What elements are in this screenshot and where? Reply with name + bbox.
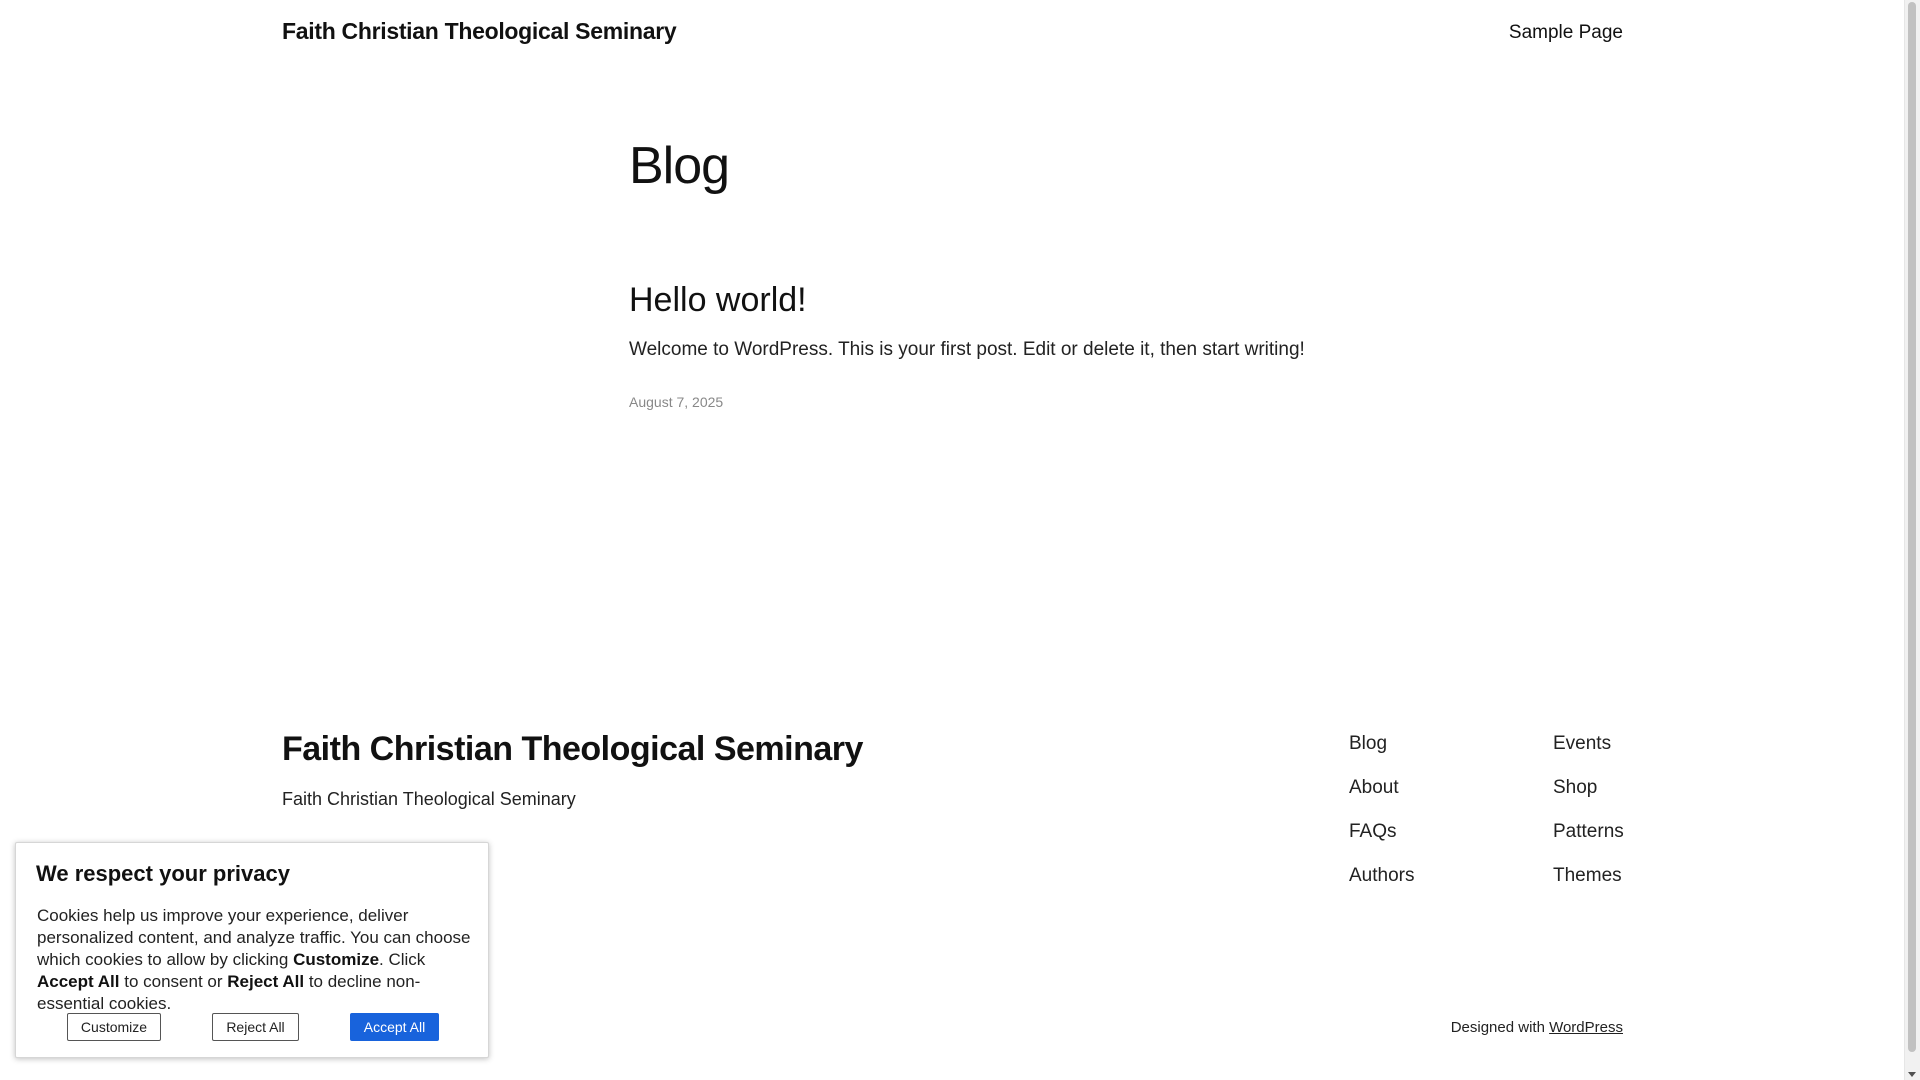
footer-link-faqs[interactable]: FAQs — [1349, 821, 1397, 842]
footer-nav-item — [1553, 821, 1624, 865]
footer-nav-column-2 — [1553, 733, 1624, 909]
footer-link-blog[interactable]: Blog — [1349, 733, 1388, 754]
scrollbar-thumb[interactable] — [1908, 2, 1916, 1052]
accept-all-button[interactable]: Accept All — [350, 1013, 439, 1041]
cookie-text-part: to consent or — [119, 972, 228, 991]
post-title — [629, 281, 807, 320]
scroll-down-arrow-icon[interactable] — [1908, 1072, 1916, 1077]
cookie-text-bold-customize: Customize — [293, 950, 380, 969]
post-date-link[interactable]: August 7, 2025 — [629, 394, 724, 410]
wordpress-link[interactable]: WordPress — [1549, 1019, 1623, 1036]
post-excerpt: Welcome to WordPress. This is your first post. Edit or delete it, then start writing! — [629, 339, 1305, 360]
footer-credit — [1451, 1019, 1623, 1036]
footer-tagline: Faith Christian Theological Seminary — [282, 789, 576, 809]
footer-link-about[interactable]: About — [1349, 777, 1399, 798]
footer-nav-item — [1553, 865, 1624, 909]
cookie-consent-banner — [15, 842, 489, 1058]
header-nav — [1509, 22, 1623, 44]
vertical-scrollbar[interactable] — [1904, 0, 1920, 1080]
cookie-banner-title: We respect your privacy — [36, 861, 290, 886]
footer-nav-item — [1349, 777, 1414, 821]
footer-link-events[interactable]: Events — [1553, 733, 1612, 754]
site-title-link[interactable]: Faith Christian Theological Seminary — [282, 18, 677, 44]
cookie-text-part: Cookies help us improve your experience, deliver personalized content, and analyze traffic. You can choose which cookies to allow by clicking — [37, 906, 471, 969]
cookie-text-part: to decline non-essential cookies. — [37, 972, 421, 1013]
cookie-banner-description — [37, 905, 482, 1015]
post-title-link[interactable]: Hello world! — [629, 281, 807, 319]
reject-all-button[interactable]: Reject All — [212, 1013, 299, 1041]
footer-link-themes[interactable]: Themes — [1553, 865, 1622, 886]
cookie-text-part: . Click — [379, 950, 426, 969]
footer-nav-item — [1553, 777, 1624, 821]
footer-nav-item — [1349, 733, 1414, 777]
footer-link-patterns[interactable]: Patterns — [1553, 821, 1624, 842]
footer-site-title[interactable]: Faith Christian Theological Seminary — [282, 730, 863, 768]
cookie-text-bold-accept: Accept All — [37, 972, 120, 991]
cookie-text-bold-reject: Reject All — [227, 972, 305, 991]
post-date — [629, 394, 723, 410]
footer-link-shop[interactable]: Shop — [1553, 777, 1598, 798]
page-title: Blog — [629, 137, 730, 195]
credit-prefix: Designed with — [1450, 1019, 1545, 1036]
footer-nav-item — [1349, 821, 1414, 865]
footer-nav-column-1 — [1349, 733, 1414, 909]
customize-button[interactable]: Customize — [67, 1013, 161, 1041]
footer-nav-item — [1553, 733, 1624, 777]
footer-link-authors[interactable]: Authors — [1349, 865, 1415, 886]
nav-item-sample-page[interactable]: Sample Page — [1508, 22, 1623, 43]
footer-nav-item — [1349, 865, 1414, 909]
